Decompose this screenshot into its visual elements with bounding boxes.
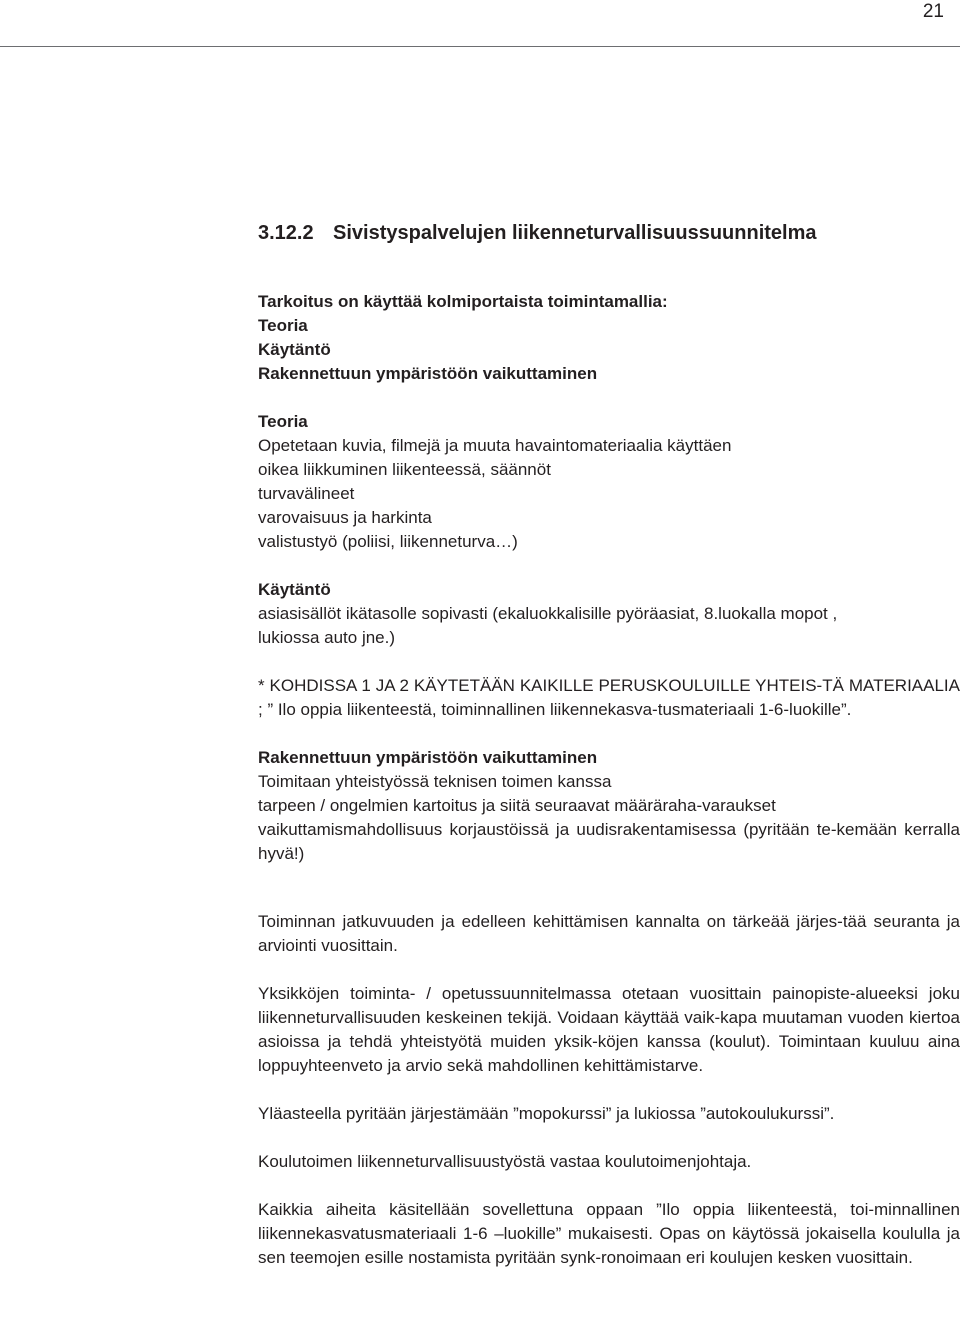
built-environment-line: vaikuttamismahdollisuus korjaustöissä ja uudisrakentamisessa (pyritään te-kemään kerralla hyvä!)	[258, 820, 960, 863]
intro-item-practice: Käytäntö	[258, 340, 331, 359]
section-number: 3.12.2	[258, 222, 314, 244]
practice-text: asiasisällöt ikätasolle sopivasti (ekaluokkalisille pyöräasiat, 8.luokalla mopot , lukiossa auto jne.)	[258, 604, 838, 647]
header-rule	[0, 46, 960, 47]
built-environment-line: Toimitaan yhteistyössä teknisen toimen kanssa	[258, 772, 612, 791]
material-note: * KOHDISSA 1 JA 2 KÄYTETÄÄN KAIKILLE PERUSKOULUILLE YHTEIS-TÄ MATERIAALIA ; ” Ilo oppia liikenteestä, toiminnallinen liikennekasva-tusmateriaali 1-6-luokille”.	[258, 676, 960, 719]
built-environment-heading: Rakennettuun ympäristöön vaikuttaminen	[258, 748, 598, 767]
paragraph-continuity: Toiminnan jatkuvuuden ja edelleen kehittämisen kannalta on tärkeää järjes-tää seuranta ja arviointi vuosittain.	[258, 912, 960, 955]
section-heading	[258, 220, 960, 246]
theory-line: turvavälineet	[258, 484, 355, 503]
page-number: 21	[922, 1, 944, 22]
built-environment-line: tarpeen / ongelmien kartoitus ja siitä seuraavat määräraha-varaukset	[258, 796, 776, 815]
theory-block	[258, 410, 960, 554]
section-title: Sivistyspalvelujen liikenneturvallisuussuunnitelma	[333, 222, 817, 244]
practice-heading: Käytäntö	[258, 580, 331, 599]
practice-block	[258, 578, 960, 650]
intro-block	[258, 290, 960, 386]
document-body	[258, 220, 960, 1270]
paragraph-courses: Yläasteella pyritään järjestämään ”mopokurssi” ja lukiossa ”autokoulukurssi”.	[258, 1104, 835, 1123]
built-environment-block	[258, 746, 960, 866]
paragraph-guide: Kaikkia aiheita käsitellään sovellettuna oppaan ”Ilo oppia liikenteestä, toi-minnallinen liikennekasvatusmateriaali 1-6 –luokille” mukaisesti. Opas on käytössä jokaisella koululla ja sen teemojen esille nostamista pyritään synk-ronoimaan eri koulujen kesken vuosittain.	[258, 1200, 960, 1267]
theory-heading: Teoria	[258, 412, 308, 431]
intro-lead: Tarkoitus on käyttää kolmiportaista toimintamallia:	[258, 292, 668, 311]
paragraph-units: Yksikköjen toiminta- / opetussuunnitelmassa otetaan vuosittain painopiste-alueeksi joku liikenneturvallisuuden keskeinen tekijä. Voidaan käyttää vaik-kapa muutaman vuoden kiertoa asioissa ja tehdä yhteistyötä muiden yksik-köjen kanssa (koulut). Toimintaan kuuluu aina loppuyhteenveto ja arvio sekä mahdollinen kehittämistarve.	[258, 984, 960, 1075]
paragraph-responsibility: Koulutoimen liikenneturvallisuustyöstä vastaa koulutoimenjohtaja.	[258, 1152, 752, 1171]
intro-item-built-environment: Rakennettuun ympäristöön vaikuttaminen	[258, 364, 598, 383]
intro-item-theory: Teoria	[258, 316, 308, 335]
theory-line: varovaisuus ja harkinta	[258, 508, 432, 527]
theory-line: valistustyö (poliisi, liikenneturva…)	[258, 532, 518, 551]
theory-line: Opetetaan kuvia, filmejä ja muuta havaintomateriaalia käyttäen	[258, 436, 732, 455]
theory-line: oikea liikkuminen liikenteessä, säännöt	[258, 460, 551, 479]
